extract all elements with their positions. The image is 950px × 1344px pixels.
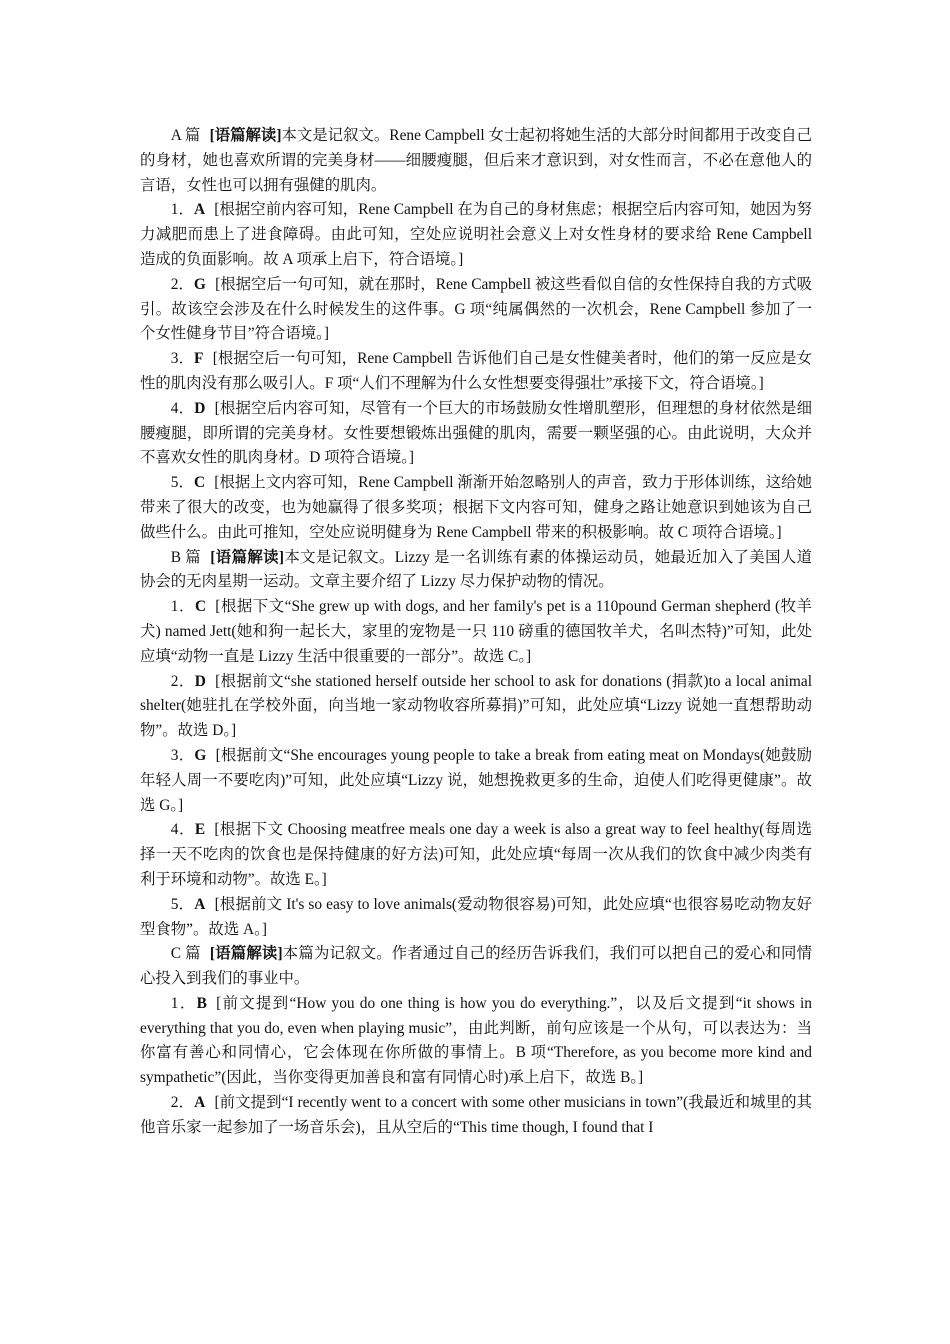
answer-item — [140, 347, 812, 397]
item-number: 1． — [170, 994, 197, 1012]
item-answer: D — [194, 399, 206, 417]
section-c-intro — [140, 942, 812, 992]
item-number: 2． — [170, 275, 194, 293]
answer-item — [140, 818, 812, 892]
item-explanation: [前文提到“I recently went to a concert with some other musicians in town”(我最近和城里的其他音乐家一起参加了一场音乐会)，且从空后的“This time though, I found that I — [140, 1094, 812, 1136]
item-answer: C — [193, 474, 206, 492]
item-explanation: [根据空后一句可知，就在那时，Rene Campbell 被这些看似自信的女性保持自我的方式吸引。故该空会涉及在什么时候发生的这件事。G 项“纯属偶然的一次机会，Rene Campbell 参加了一个女性健身节目”符合语境。] — [140, 275, 812, 343]
answer-item — [140, 893, 812, 943]
item-number: 1． — [170, 201, 194, 219]
section-tag: [语篇解读] — [209, 127, 282, 144]
document-page — [140, 124, 812, 1141]
section-intro-text: 本文是记叙文。Lizzy 是一名训练有素的体操运动员，她最近加入了美国人道协会的无肉星期一运动。文章主要介绍了 Lizzy 尽力保护动物的情况。 — [140, 548, 812, 591]
item-number: 4． — [170, 399, 195, 417]
answer-item — [140, 273, 812, 347]
section-label: C 篇 — [170, 945, 201, 963]
answer-item — [140, 992, 812, 1091]
section-b-intro — [140, 546, 812, 596]
answer-item — [140, 198, 812, 272]
item-explanation: [根据前文“She encourages young people to take a break from eating meat on Mondays(她鼓励年轻人周一不要吃肉)”可知，此处应填“Lizzy 说，她想挽救更多的生命，迫使人们吃得更健康”。故选 G。] — [140, 746, 812, 814]
item-answer: E — [194, 821, 206, 839]
item-explanation: [根据空前内容可知，Rene Campbell 在为自己的身材焦虑；根据空后内容可知，她因为努力减肥而患上了进食障碍。由此可知，空处应说明社会意义上对女性身材的要求给 Rene Campbell 造成的负面影响。故 A 项承上启下，符合语境。] — [140, 201, 812, 268]
item-answer: F — [194, 350, 204, 368]
answer-item — [140, 471, 812, 545]
item-explanation: [根据下文“She grew up with dogs, and her family's pet is a 110pound German shepherd (牧羊犬) named Jett(她和狗一起长大，家里的宠物是一只 110 磅重的德国牧羊犬，名叫杰特)”可知，此处应填“动物一直是 Lizzy 生活中很重要的一部分”。故选 C。] — [140, 598, 812, 665]
answer-item — [140, 397, 812, 471]
item-number: 1． — [170, 598, 195, 616]
answer-item — [140, 1091, 812, 1141]
item-explanation: [根据空后一句可知，Rene Campbell 告诉他们自己是女性健美者时，他们的第一反应是女性的肌肉没有那么吸引人。F 项“人们不理解为什么女性想要变得强壮”承接下文，符合语境。] — [140, 350, 812, 392]
section-label: B 篇 — [170, 548, 202, 566]
answer-item — [140, 595, 812, 669]
item-number: 5． — [170, 474, 194, 492]
section-label: A 篇 — [170, 127, 201, 144]
answer-item — [140, 744, 812, 818]
item-number: 3． — [170, 746, 195, 764]
item-answer: A — [194, 895, 206, 913]
item-explanation: [根据上文内容可知，Rene Campbell 渐渐开始忽略别人的声音，致力于形体训练，这给她带来了很大的改变，也为她赢得了很多奖项；根据下文内容可知，健身之路让她意识到她该为自己做些什么。由此可推知，空处应说明健身为 Rene Campbell 带来的积极影响。故 C 项符合语境。] — [140, 474, 812, 541]
item-number: 5． — [170, 895, 195, 913]
item-explanation: [根据前文“she stationed herself outside her school to ask for donations (捐款)to a local animal shelter(她驻扎在学校外面，向当地一家动物收容所募捐)”可知，此处应填“Lizzy 说她一直想帮助动物”。故选 D。] — [140, 672, 812, 740]
section-tag: [语篇解读] — [210, 548, 284, 566]
item-number: 3． — [170, 350, 195, 368]
item-number: 2． — [170, 1094, 195, 1112]
item-answer: A — [193, 201, 206, 219]
item-explanation: [根据空后内容可知，尽管有一个巨大的市场鼓励女性增肌塑形，但理想的身材依然是细腰瘦腿，即所谓的完美身材。女性要想锻炼出强健的肌肉，需要一颗坚强的心。由此说明，大众并不喜欢女性的肌肉身材。D 项符合语境。] — [140, 399, 812, 467]
item-answer: G — [193, 275, 206, 293]
item-number: 2． — [170, 672, 195, 690]
answer-item — [140, 670, 812, 744]
item-answer: D — [194, 672, 206, 690]
section-intro-text: 本篇为记叙文。作者通过自己的经历告诉我们，我们可以把自己的爱心和同情心投入到我们的事业中。 — [140, 945, 812, 988]
item-explanation: [根据下文 Choosing meatfree meals one day a week is also a great way to feel healthy(每周选择一天不吃肉的饮食也是保持健康的好方法)可知，此处应填“每周一次从我们的饮食中减少肉类有利于环境和动物”。故选 E。] — [140, 821, 812, 888]
item-answer: B — [196, 994, 207, 1012]
item-answer: G — [194, 746, 207, 764]
item-answer: C — [194, 598, 207, 616]
section-a-intro — [140, 124, 812, 198]
item-explanation: [根据前文 It's so easy to love animals(爱动物很容易)可知，此处应填“也很容易吃动物友好型食物”。故选 A。] — [140, 895, 812, 938]
section-intro-text: 本文是记叙文。Rene Campbell 女士起初将她生活的大部分时间都用于改变自己的身材，她也喜欢所谓的完美身材——细腰瘦腿，但后来才意识到，对女性而言，不必在意他人的言语，女性也可以拥有强健的肌肉。 — [140, 127, 812, 194]
section-tag: [语篇解读] — [209, 945, 283, 963]
item-answer: A — [194, 1094, 206, 1112]
item-number: 4． — [170, 821, 195, 839]
item-explanation: [前文提到“How you do one thing is how you do everything.”，以及后文提到“it shows in everything that you do, even when playing music”，由此判断，前句应该是一个从句，可以表达为：当你富有善心和同情心，它会体现在你所做的事情上。B 项“Therefore, as you become more kind and sympathetic”(因此，当你变得更加善良和富有同情心时)承上启下，故选 B。] — [140, 994, 812, 1087]
